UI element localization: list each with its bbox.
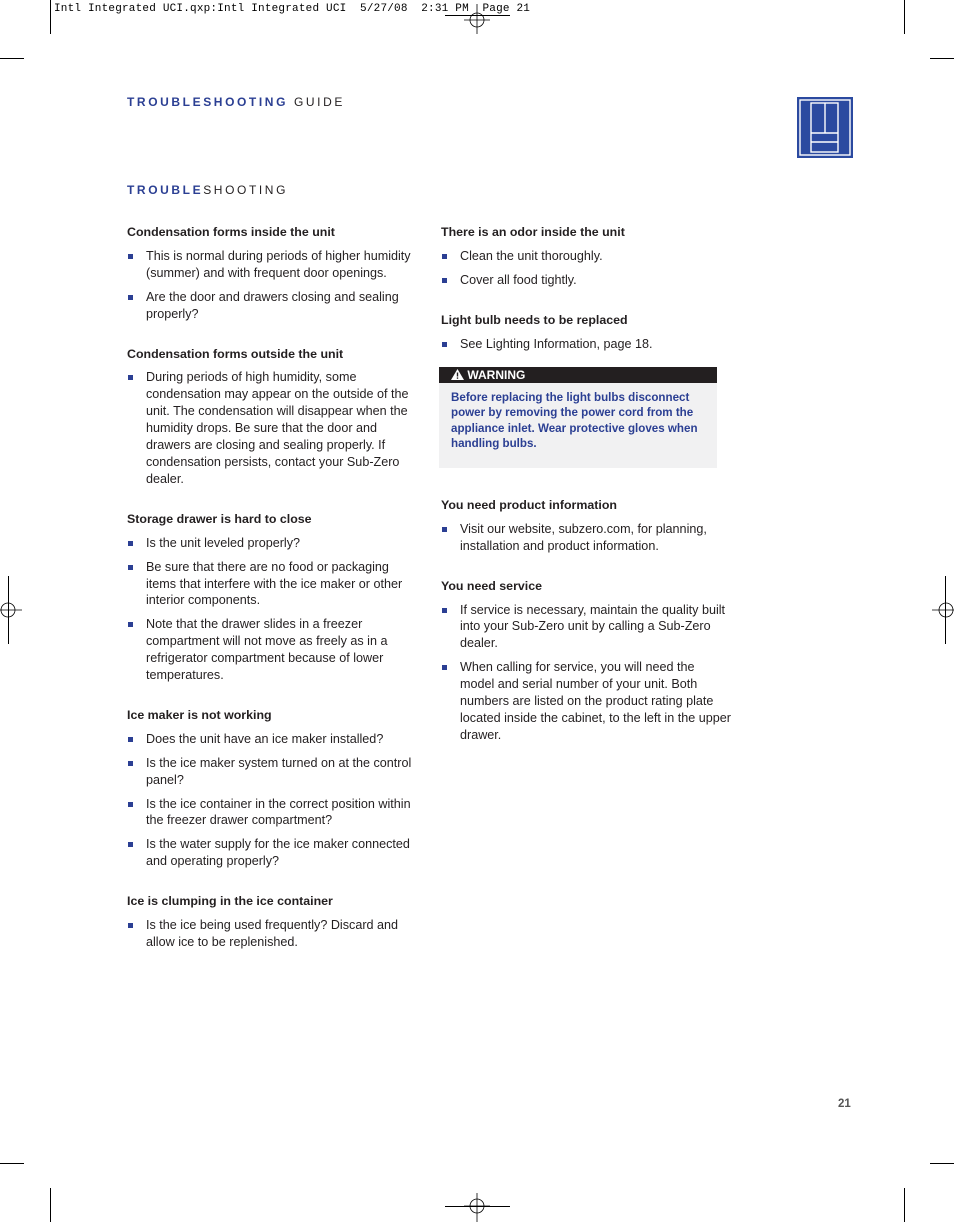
bullet-icon	[442, 342, 447, 347]
bullet-icon	[442, 665, 447, 670]
warning-text: Before replacing the light bulbs disconnect power by removing the power cord from the appliance inlet. Wear protective gloves when handling bulbs.	[451, 390, 698, 451]
troubleshooting-group	[441, 578, 731, 744]
troubleshooting-group	[441, 224, 731, 289]
list-item	[127, 755, 417, 789]
warning-box	[439, 367, 717, 468]
list-item	[441, 272, 731, 289]
list-item-text: Is the ice maker system turned on at the control panel?	[146, 755, 412, 787]
group-heading: Ice is clumping in the ice container	[127, 894, 333, 909]
troubleshooting-group	[127, 224, 417, 323]
list-item	[127, 369, 417, 487]
list-item	[441, 602, 731, 653]
bullet-icon	[128, 802, 133, 807]
group-heading: Condensation forms inside the unit	[127, 225, 335, 239]
bullet-icon	[442, 527, 447, 532]
crop-mark	[904, 0, 905, 34]
group-heading: Ice maker is not working	[127, 707, 272, 722]
list-item	[127, 917, 417, 951]
list-item-text: Are the door and drawers closing and sealing properly?	[146, 289, 399, 321]
page-number: 21	[838, 1098, 851, 1110]
bullet-icon	[128, 565, 133, 570]
list-item	[127, 836, 417, 870]
list-item-text: Be sure that there are no food or packaging items that interfere with the ice maker or other interior components.	[146, 559, 403, 608]
list-item	[127, 616, 417, 684]
list-item-text: When calling for service, you will need the model and serial number of your unit. Both numbers are listed on the product rating plate located inside the cabinet, to the left in the upper drawer.	[460, 660, 731, 742]
bullet-icon	[128, 541, 133, 546]
refrigerator-logo-icon	[797, 97, 853, 158]
troubleshooting-group	[441, 312, 731, 353]
list-item-text: Visit our website, subzero.com, for planning, installation and product information.	[460, 521, 707, 553]
bullet-icon	[128, 622, 133, 627]
list-item	[127, 289, 417, 323]
list-item	[127, 248, 417, 282]
bullet-icon	[128, 842, 133, 847]
registration-mark-left	[0, 597, 22, 623]
list-item-text: Clean the unit thoroughly.	[460, 248, 603, 263]
list-item-text: Does the unit have an ice maker installed?	[146, 731, 384, 746]
list-item	[127, 559, 417, 610]
troubleshooting-group	[441, 497, 731, 555]
group-heading: Condensation forms outside the unit	[127, 346, 344, 361]
list-item	[441, 248, 731, 265]
bullet-icon	[128, 375, 133, 380]
bullet-icon	[128, 923, 133, 928]
list-item	[127, 535, 417, 552]
group-heading: You need product information	[441, 497, 617, 512]
crop-mark	[0, 58, 24, 59]
list-item-text: Note that the drawer slides in a freezer compartment will not move as freely as in a refrigerator compartment because of lower temperatures.	[146, 617, 388, 683]
troubleshooting-group	[127, 893, 417, 951]
bullet-icon	[128, 295, 133, 300]
right-column	[441, 224, 731, 767]
bullet-icon	[128, 761, 133, 766]
list-item-text: Is the ice being used frequently? Discard and allow ice to be replenished.	[146, 918, 399, 949]
list-item	[127, 796, 417, 830]
list-item-text: Is the water supply for the ice maker connected and operating properly?	[146, 837, 410, 869]
section-title-bold: TROUBLE	[127, 183, 204, 197]
registration-mark-bottom	[464, 1193, 490, 1222]
list-item-text: Cover all food tightly.	[460, 272, 577, 287]
crop-mark	[930, 1163, 954, 1164]
section-title	[127, 183, 288, 197]
crop-mark	[445, 15, 510, 16]
list-item-text: This is normal during periods of higher humidity (summer) and with frequent door openings.	[146, 248, 411, 280]
warning-label: WARNING	[467, 367, 526, 382]
group-heading: Light bulb needs to be replaced	[441, 312, 628, 327]
warning-bar	[439, 367, 717, 383]
left-column	[127, 224, 417, 974]
print-slug-line: Intl Integrated UCI.qxp:Intl Integrated UCI 5/27/08 2:31 PM Page 21	[54, 3, 531, 15]
bullet-icon	[128, 737, 133, 742]
page-header	[127, 95, 345, 109]
bullet-icon	[442, 254, 447, 259]
list-item-text: Is the ice container in the correct position within the freezer drawer compartment?	[146, 796, 411, 828]
list-item	[127, 731, 417, 748]
registration-mark-right	[932, 597, 954, 623]
bullet-icon	[128, 254, 133, 259]
bullet-icon	[442, 278, 447, 283]
header-bold: TROUBLESHOOTING	[127, 95, 288, 109]
group-heading: There is an odor inside the unit	[441, 225, 625, 239]
list-item	[441, 659, 731, 744]
list-item	[441, 521, 731, 555]
list-item-text: Is the unit leveled properly?	[146, 535, 301, 550]
crop-mark	[445, 1206, 510, 1207]
crop-mark	[50, 1188, 51, 1222]
section-title-light: SHOOTING	[203, 183, 289, 197]
list-item-text: During periods of high humidity, some condensation may appear on the outside of the unit. The condensation will disappear when the humidity drops. Be sure that the door and drawers are closing and sealing properly. If condensation persists, contact your Sub-Zero dealer.	[146, 370, 409, 486]
header-light: GUIDE	[293, 95, 345, 109]
group-heading: Storage drawer is hard to close	[127, 511, 312, 526]
troubleshooting-group	[127, 707, 417, 870]
warning-triangle-icon	[451, 369, 464, 380]
crop-mark	[930, 58, 954, 59]
group-heading: You need service	[441, 578, 543, 593]
list-item	[441, 336, 731, 353]
list-item-text: See Lighting Information, page 18.	[460, 336, 653, 351]
troubleshooting-group	[127, 346, 417, 488]
crop-mark	[0, 1163, 24, 1164]
crop-mark	[50, 0, 51, 34]
crop-mark	[904, 1188, 905, 1222]
list-item-text: If service is necessary, maintain the quality built into your Sub-Zero unit by calling a Sub-Zero dealer.	[460, 602, 726, 651]
bullet-icon	[442, 608, 447, 613]
troubleshooting-group	[127, 511, 417, 684]
